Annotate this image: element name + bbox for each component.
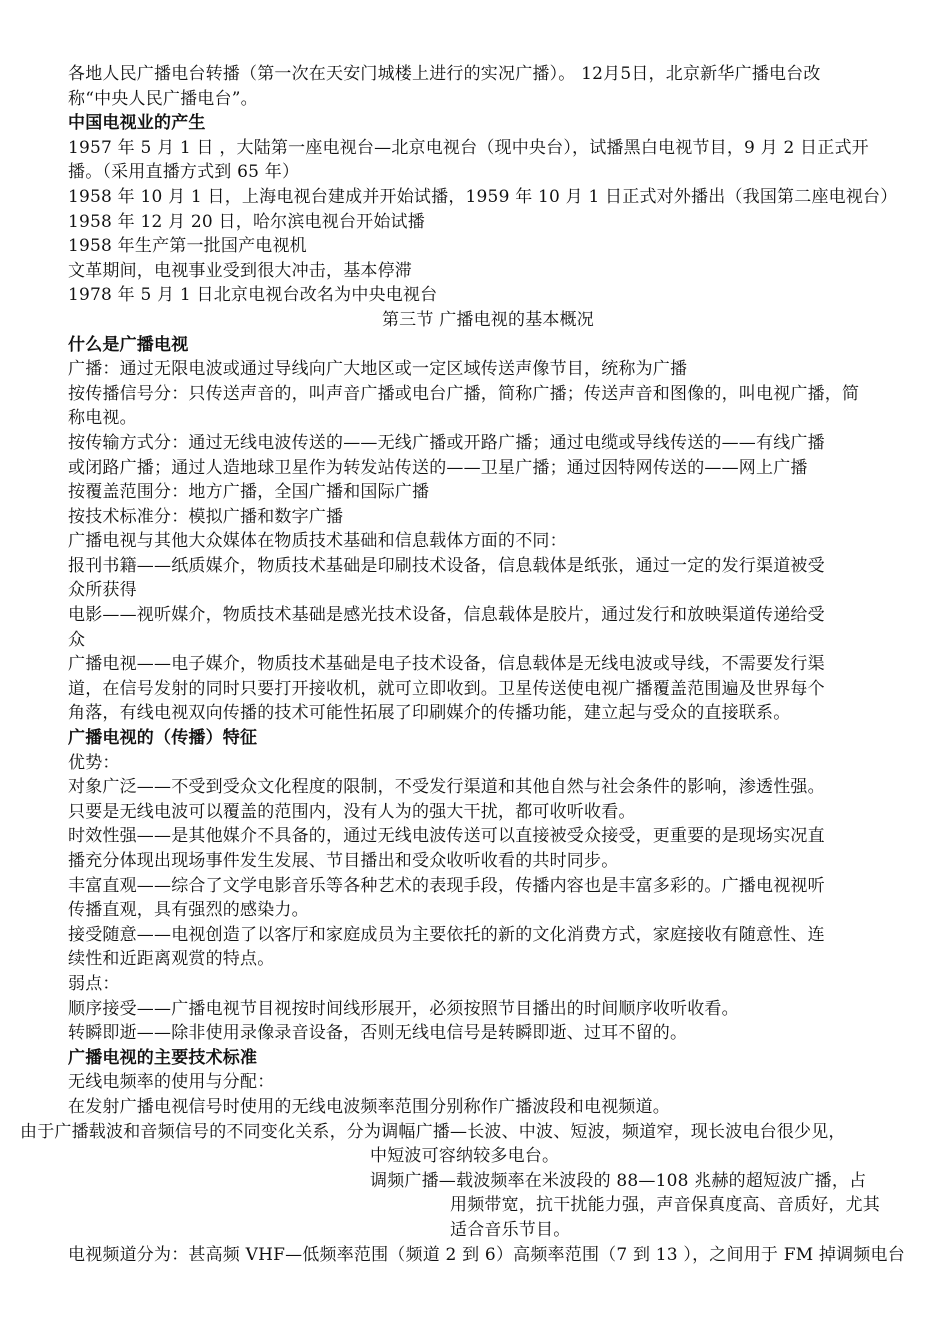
document-body	[20, 62, 908, 1267]
text-line: 中短波可容纳较多电台。	[370, 1146, 560, 1167]
text-line: 适合音乐节目。	[450, 1219, 571, 1240]
text-line: 文革期间，电视事业受到很大冲击，基本停滞	[68, 260, 412, 281]
text-line: 在发射广播电视信号时使用的无线电波频率范围分别称作广播波段和电视频道。	[68, 1096, 670, 1117]
text-line: 报刊书籍——纸质媒介，物质技术基础是印刷技术设备，信息载体是纸张，通过一定的发行渠道被受	[68, 555, 825, 576]
section-heading: 广播电视的主要技术标准	[68, 1047, 258, 1068]
text-line: 时效性强——是其他媒介不具备的，通过无线电波传送可以直接被受众接受，更重要的是现场实况直	[68, 826, 825, 847]
text-line: 电影——视听媒介，物质技术基础是感光技术设备，信息载体是胶片，通过发行和放映渠道传递给受	[68, 605, 825, 626]
text-line: 传播直观，具有强烈的感染力。	[68, 900, 309, 921]
text-line: 按传输方式分：通过无线电波传送的——无线广播或开路广播；通过电缆或导线传送的——有线广播	[68, 432, 825, 453]
text-line: 或闭路广播；通过人造地球卫星作为转发站传送的——卫星广播；通过因特网传送的——网上广播	[68, 457, 808, 478]
text-line: 弱点：	[68, 973, 120, 994]
text-line: 1957 年 5 月 1 日 ，大陆第一座电视台—北京电视台（现中央台），试播黑白电视节目，9 月 2 日正式开	[68, 137, 869, 158]
text-line: 称“中央人民广播电台”。	[68, 88, 258, 109]
section-heading: 中国电视业的产生	[68, 113, 206, 134]
text-line: 众	[68, 629, 86, 650]
text-line: 广播电视——电子媒介，物质技术基础是电子技术设备，信息载体是无线电波或导线，不需要发行渠	[68, 654, 825, 675]
chapter-section-title: 第三节 广播电视的基本概况	[381, 309, 594, 330]
section-heading: 什么是广播电视	[68, 334, 189, 355]
text-line: 1958 年 10 月 1 日，上海电视台建成并开始试播，1959 年 10 月 1 日正式对外播出（我国第二座电视台）	[68, 186, 898, 207]
text-line: 按覆盖范围分：地方广播，全国广播和国际广播	[68, 482, 430, 503]
text-line: 由于广播载波和音频信号的不同变化关系，分为调幅广播—长波、中波、短波，频道窄，现长波电台很少见，	[20, 1121, 846, 1142]
text-line: 播。（采用直播方式到 65 年）	[68, 162, 300, 183]
text-line: 电视频道分为：甚高频 VHF—低频率范围（频道 2 到 6）高频率范围（7 到 13 ），之间用于 FM 掉调频电台	[68, 1244, 905, 1265]
text-line: 按技术标准分：模拟广播和数字广播	[68, 506, 344, 527]
text-line: 调频广播—载波频率在米波段的 88—108 兆赫的超短波广播，占	[370, 1170, 867, 1191]
text-line: 众所获得	[68, 580, 137, 601]
text-line: 转瞬即逝——除非使用录像录音设备，否则无线电信号是转瞬即逝、过耳不留的。	[68, 1023, 688, 1044]
text-line: 用频带宽，抗干扰能力强，声音保真度高、音质好，尤其	[450, 1195, 880, 1216]
text-line: 1958 年 12 月 20 日，哈尔滨电视台开始试播	[68, 211, 425, 232]
text-line: 接受随意——电视创造了以客厅和家庭成员为主要依托的新的文化消费方式，家庭接收有随意性、连	[68, 924, 825, 945]
text-line: 1978 年 5 月 1 日北京电视台改名为中央电视台	[68, 285, 438, 306]
text-line: 1958 年生产第一批国产电视机	[68, 236, 307, 257]
text-line: 广播电视与其他大众媒体在物质技术基础和信息载体方面的不同：	[68, 531, 567, 552]
text-line: 称电视。	[68, 408, 137, 429]
text-line: 优势：	[68, 752, 120, 773]
text-line: 按传播信号分：只传送声音的，叫声音广播或电台广播，简称广播；传送声音和图像的，叫电视广播，简	[68, 383, 860, 404]
text-line: 只要是无线电波可以覆盖的范围内，没有人为的强大干扰，都可收听收看。	[68, 801, 636, 822]
text-line: 广播：通过无限电波或通过导线向广大地区或一定区域传送声像节目，统称为广播	[68, 359, 688, 380]
text-line: 角落，有线电视双向传播的技术可能性拓展了印刷媒介的传播功能，建立起与受众的直接联系。	[68, 703, 791, 724]
text-line: 无线电频率的使用与分配：	[68, 1072, 275, 1093]
text-line: 续性和近距离观赏的特点。	[68, 949, 275, 970]
text-line: 顺序接受——广播电视节目视按时间线形展开，必须按照节目播出的时间顺序收听收看。	[68, 998, 739, 1019]
section-heading: 广播电视的（传播）特征	[68, 728, 258, 749]
text-line: 播充分体现出现场事件发生发展、节目播出和受众收听收看的共时同步。	[68, 851, 619, 871]
text-line: 各地人民广播电台转播（第一次在天安门城楼上进行的实况广播）。 12月5日，北京新华广播电台改	[68, 64, 821, 84]
text-line: 丰富直观——综合了文学电影音乐等各种艺术的表现手段，传播内容也是丰富多彩的。广播电视视听	[68, 875, 825, 896]
text-line: 道，在信号发射的同时只要打开接收机，就可立即收到。卫星传送使电视广播覆盖范围遍及世界每个	[68, 678, 825, 699]
text-line: 对象广泛——不受到受众文化程度的限制，不受发行渠道和其他自然与社会条件的影响，渗透性强。	[68, 777, 825, 798]
